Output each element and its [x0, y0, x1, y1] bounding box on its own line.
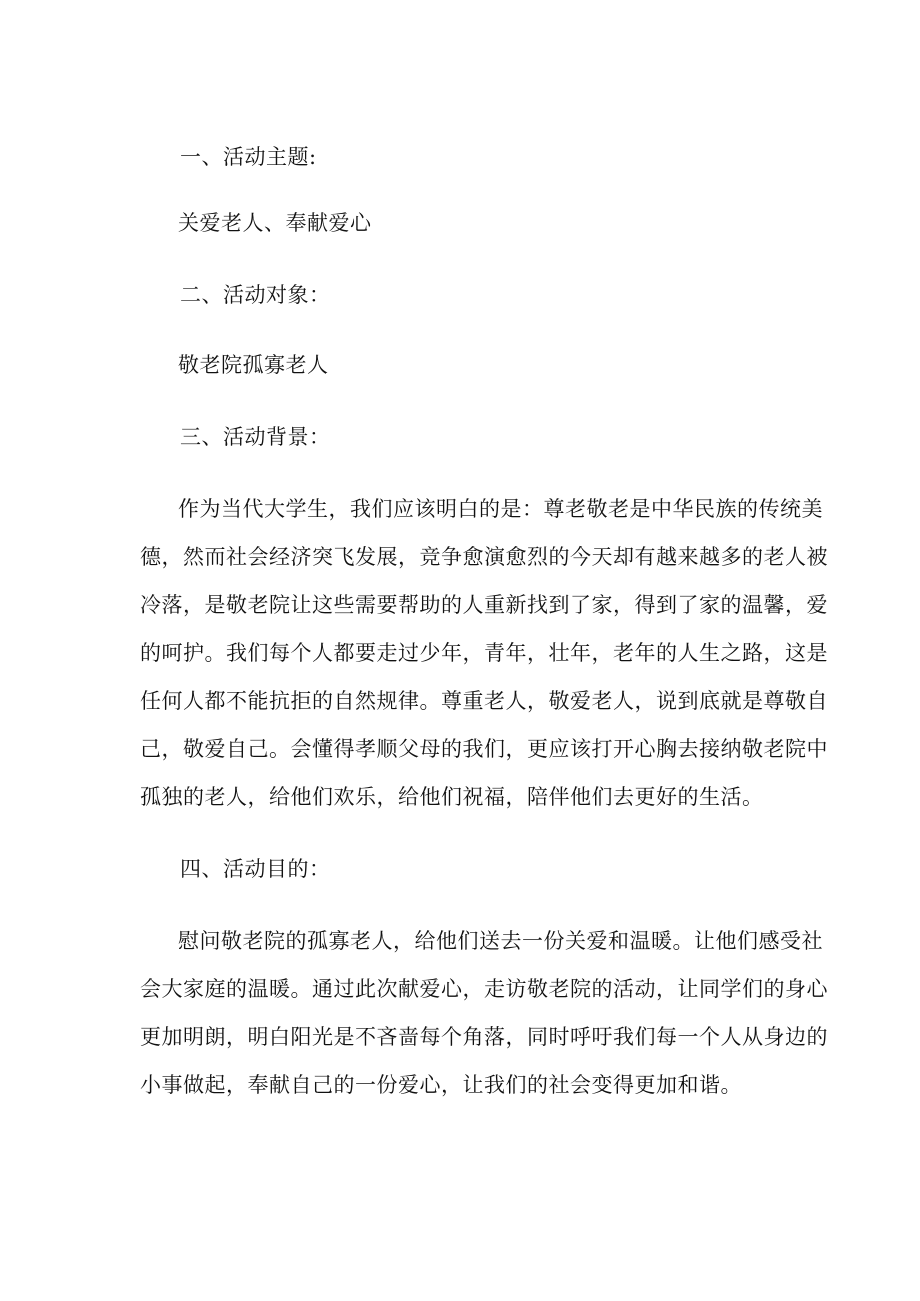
purpose-paragraph-line: 更加明朗，明白阳光是不吝啬每个角落，同时呼吁我们每一个人从身边的 [140, 1025, 828, 1049]
background-paragraph-line: 冷落，是敬老院让这些需要帮助的人重新找到了家，得到了家的温馨，爱 [140, 593, 828, 617]
section-heading-target: 二、活动对象： [180, 283, 331, 307]
section-heading-purpose: 四、活动目的： [180, 857, 331, 881]
section-heading-background: 三、活动背景： [180, 425, 331, 449]
background-paragraph-line: 德，然而社会经济突飞发展，竞争愈演愈烈的今天却有越来越多的老人被 [140, 545, 828, 569]
background-paragraph-line: 作为当代大学生，我们应该明白的是：尊老敬老是中华民族的传统美 [178, 497, 823, 521]
target-text: 敬老院孤寡老人 [178, 353, 329, 377]
background-paragraph-line: 任何人都不能抗拒的自然规律。尊重老人，敬爱老人，说到底就是尊敬自 [140, 689, 828, 713]
background-paragraph-line: 孤独的老人，给他们欢乐，给他们祝福，陪伴他们去更好的生活。 [140, 785, 764, 809]
purpose-paragraph-line: 慰问敬老院的孤寡老人，给他们送去一份关爱和温暖。让他们感受社 [178, 929, 823, 953]
background-paragraph-line: 己，敬爱自己。会懂得孝顺父母的我们，更应该打开心胸去接纳敬老院中 [140, 737, 828, 761]
section-heading-theme: 一、活动主题: [180, 145, 317, 169]
purpose-paragraph-line: 小事做起，奉献自己的一份爱心，让我们的社会变得更加和谐。 [140, 1073, 742, 1097]
background-paragraph-line: 的呵护。我们每个人都要走过少年，青年，壮年，老年的人生之路，这是 [140, 641, 828, 665]
theme-text: 关爱老人、奉献爱心 [178, 211, 372, 235]
purpose-paragraph-line: 会大家庭的温暖。通过此次献爱心，走访敬老院的活动，让同学们的身心 [140, 977, 828, 1001]
